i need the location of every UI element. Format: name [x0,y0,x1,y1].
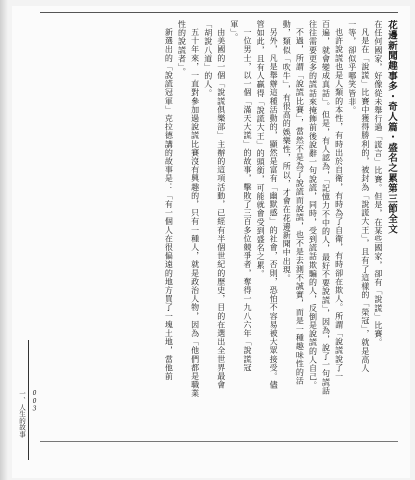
book-gutter-shadow [0,0,8,480]
article-line: 性的說謊者」。 [177,20,187,77]
article-line: 新選出的「說謊冠軍」克拉德講的故事是：「有一個人在很偏遠的地方買了一塊土地，當他前 [164,28,174,381]
article-line: 由美國的一個「說謊俱樂部」主辦的這項活動，已經有半個世紀的歷史，目的在選出全世界最會 [216,28,226,390]
article-line: 一等，卻似乎哪笑皆非。 [347,20,357,115]
header-rule [40,12,398,13]
article-line: 不過，所謂「說謊比賽」，當然不是為了說謊而說謊，也不是去測不誠實，而是一種趣味性的活 [295,28,305,386]
article-title: 花邊新聞趣事多・奇人篇・盛名之累第三節全文 [386,20,397,235]
article-line: 凡是在「說謊」比賽中獲得勝利的，被封為「說謊大王」，且有了這樣的「榮冠」，就是高人 [360,28,370,373]
page-footer [8,340,44,460]
article-line: 動，類似「吹牛」，有很高的娛樂性，所以，才會在花邊新聞中出現。 [282,20,292,283]
article-line: 五十年來，一直對參加過說謊比賽沒有興趣的，只有一種人，就是政治人物，因為「他們都是職業 [190,28,200,398]
article-line: 軍」。 [229,20,239,42]
article-line: 也許說謊也是人類的本性，有時出於自衛，有時為了自衛，有時卻在欺人。所謂「說謊說了一 [334,28,344,381]
article-line: 百遍，就會變成真話」。但是，有人認為，「記憶力不中的人，最好不要說謊」，因為，說了一句謊話 [321,20,331,395]
article-body [36,20,398,432]
article-line: 一位男士，以一個「滿天大謊」的故事，擊敗了三百多位競爭者，奪得一九八六年「說謊冠 [242,28,252,372]
page-number: 003 [31,390,38,414]
footer-rule-vertical [28,340,29,460]
article-line: 往往需要更多的謊話來掩飾前後說辭一句說謊，同時，受到謊話欺騙的人，反倒是說謊的人自己。 [308,20,318,390]
article-line: 在任何國家，好像從未舉行過「謊言」比賽。但是，在某些國家，卻有「說謊」比賽。 [373,20,383,347]
article-line: 管如此，且有人贏得「說謊大王」的頭銜，可能就會受到盛名之累。 [256,20,266,278]
article-line: 「胡說八道」的人。 [203,20,213,98]
footer-rule-horizontal [40,441,398,442]
chapter-label: 一、人生的故事 [18,390,26,438]
article-lines [162,20,385,432]
article-line: 另外，凡是舉辦這種活動的，顯然是富有「幽默感」的社會，否則，恐怕不容易被大眾接受。儘 [269,28,279,390]
